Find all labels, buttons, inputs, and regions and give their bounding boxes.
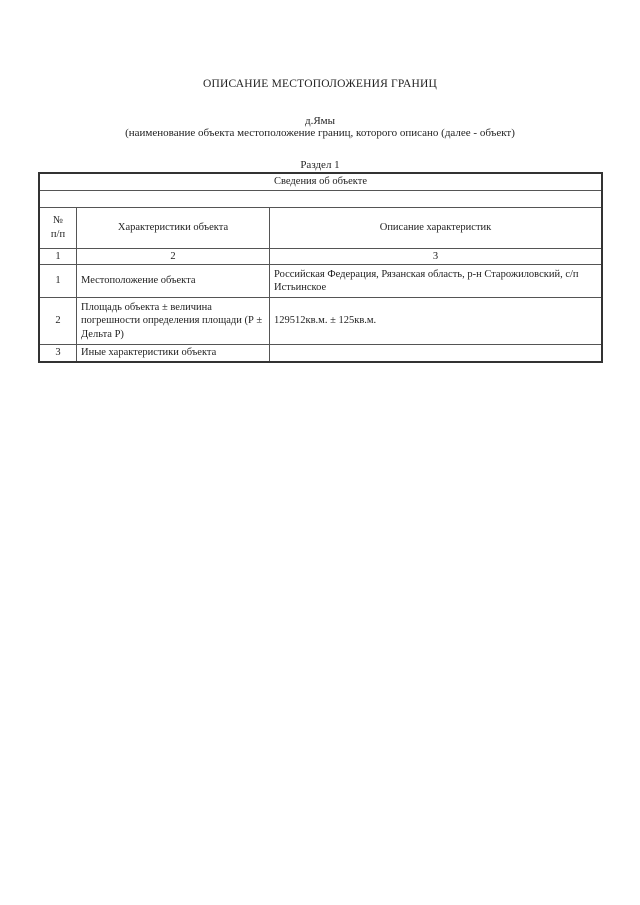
- header-description: Описание характеристик: [270, 207, 603, 248]
- table-header-row: [39, 207, 602, 248]
- row-num: 1: [39, 265, 77, 298]
- table-caption-row: [39, 173, 602, 190]
- section-title: Раздел 1: [300, 159, 340, 171]
- row-num: 3: [39, 345, 77, 362]
- table-row: [39, 345, 602, 362]
- table-spacer-row: [39, 190, 602, 207]
- row-num: 2: [39, 298, 77, 345]
- column-index-row: [39, 248, 602, 265]
- row-description: Российская Федерация, Рязанская область, р-н Старожиловский, с/п Истьинское: [270, 265, 603, 298]
- object-caption: (наименование объекта местоположение границ, которого описано (далее - объект): [125, 127, 515, 139]
- table-row: [39, 298, 602, 345]
- header-num: № п/п: [39, 207, 77, 248]
- table-spacer: [39, 190, 602, 207]
- object-name: д.Ямы: [304, 115, 336, 127]
- column-index-3: 3: [270, 248, 603, 265]
- header-characteristics: Характеристики объекта: [77, 207, 270, 248]
- row-characteristic: Местоположение объекта: [77, 265, 270, 298]
- column-index-2: 2: [77, 248, 270, 265]
- object-info-table-wrapper: [38, 172, 603, 363]
- row-description: 129512кв.м. ± 125кв.м.: [270, 298, 603, 345]
- document-title: ОПИСАНИЕ МЕСТОПОЛОЖЕНИЯ ГРАНИЦ: [202, 78, 438, 90]
- column-index-1: 1: [39, 248, 77, 265]
- table-row: [39, 265, 602, 298]
- row-characteristic: Иные характеристики объекта: [77, 345, 270, 362]
- object-info-table: [38, 172, 603, 363]
- row-characteristic: Площадь объекта ± величина погрешности определения площади (Р ± Дельта Р): [77, 298, 270, 345]
- row-description: [270, 345, 603, 362]
- table-caption: Сведения об объекте: [39, 173, 602, 190]
